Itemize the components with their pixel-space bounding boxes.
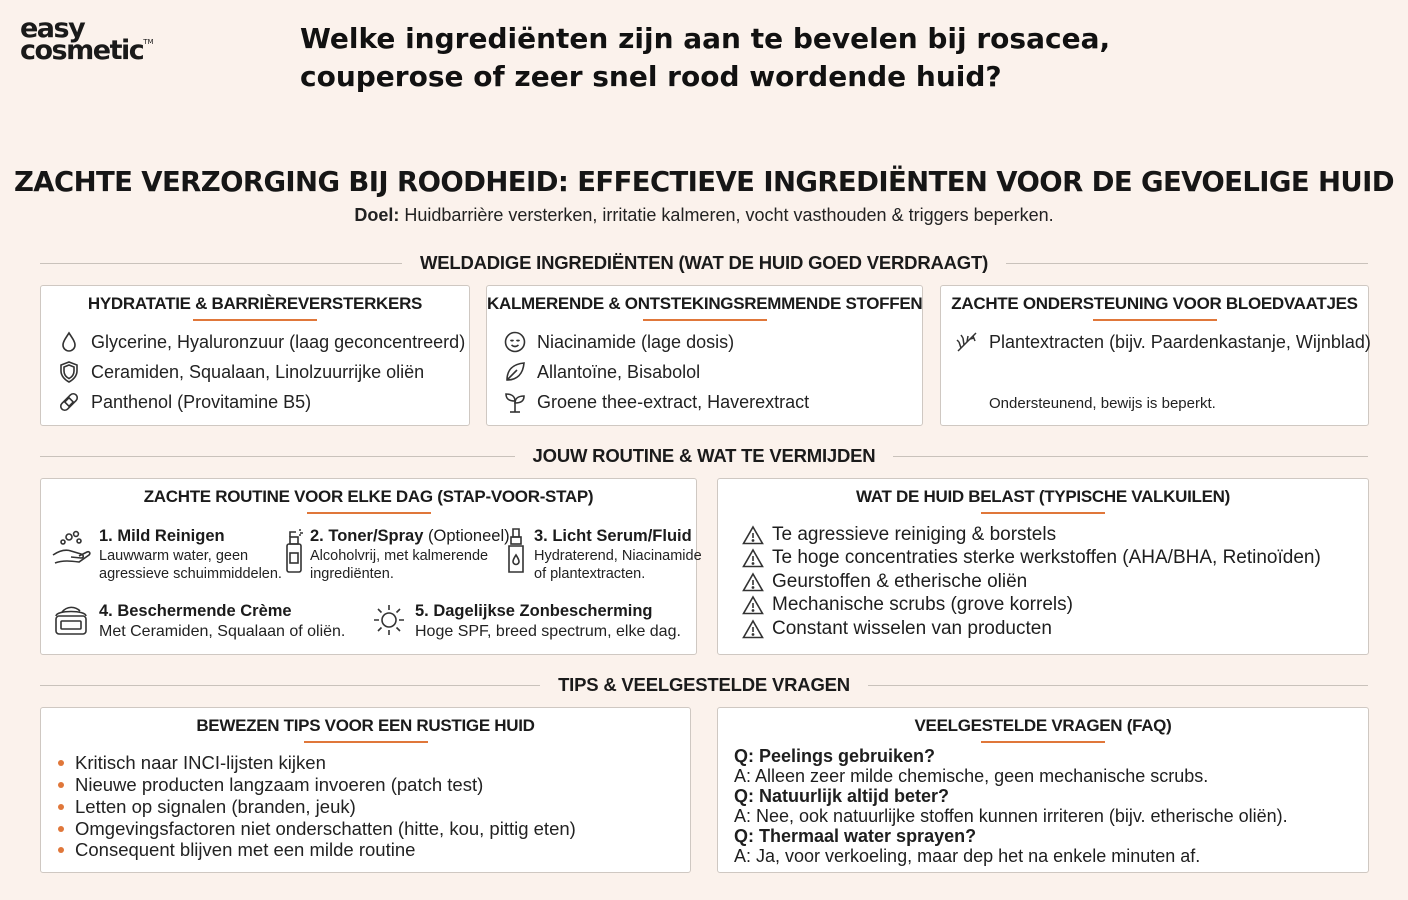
title-underline [1093,319,1217,321]
list-item [503,330,734,354]
list-item [955,330,1371,354]
card-title: ZACHTE ONDERSTEUNING VOOR BLOEDVAATJES [951,294,1358,313]
tip-text: Kritisch naar INCI-lijsten kijken [75,752,326,773]
title-underline [193,319,317,321]
card-hydration [40,285,470,426]
step-desc-line-2: agressieve schuimmiddelen. [99,566,282,582]
logo-trademark: TM [143,38,154,47]
pitfall-item [742,618,1052,640]
section-tips-faq [40,673,1368,697]
step-title: 3. Licht Serum/Fluid [534,527,692,545]
dropper-bottle-icon [505,527,527,575]
item-text: Niacinamide (lage dosis) [537,331,735,352]
tip-text: Omgevingsfactoren niet onderschatten (hitte, kou, pittig eten) [75,818,576,839]
pitfall-text: Geurstoffen & etherische oliën [772,571,1028,592]
bullet-dot [58,826,64,832]
step-title: 5. Dagelijkse Zonbescherming [415,602,653,620]
pitfall-item [742,571,1027,593]
title-underline [981,741,1105,743]
logo-line-easy: easy [20,13,85,44]
bullet-dot [58,847,64,853]
tip-item [58,839,415,861]
title-underline [304,741,428,743]
bandage-icon [57,390,81,414]
goal-text: Huidbarrière versterken, irritatie kalmeren, vocht vasthouden & triggers beperken. [404,205,1054,225]
card-title: WAT DE HUID BELAST (TYPISCHE VALKUILEN) [856,487,1230,506]
list-item [57,390,311,414]
step-desc-line-1: Hydraterend, Niacinamide [534,548,702,564]
pitfall-item [742,524,1056,546]
step-title: 4. Beschermende Crème [99,602,292,620]
shield-icon [57,360,81,384]
goal-line [0,205,1408,226]
pitfall-text: Te agressieve reiniging & borstels [772,524,1057,545]
step-desc-line-1: Met Ceramiden, Squalaan of oliën. [99,623,346,640]
tip-text: Letten op signalen (branden, jeuk) [75,796,356,817]
faq-question: Q: Thermaal water sprayen? [734,826,977,846]
brand-logo [20,13,154,67]
step-desc-line-1: Lauwwarm water, geen [99,548,249,564]
title-underline [981,512,1105,514]
goal-label: Doel: [354,205,400,225]
pitfall-text: Mechanische scrubs (grove korrels) [772,594,1073,615]
leaf-icon [503,360,527,384]
tip-item [58,752,326,774]
section-title: TIPS & VEELGESTELDE VRAGEN [558,674,850,695]
item-text: Allantoïne, Bisabolol [537,361,701,382]
step-title: 1. Mild Reinigen [99,527,225,545]
item-text: Panthenol (Provitamine B5) [91,391,312,412]
warning-icon [742,548,764,568]
title-underline [643,319,767,321]
item-text: Glycerine, Hyaluronzuur (laag geconcentreerd) [91,331,466,352]
question-line-1: Welke ingrediënten zijn aan te bevelen bij rosacea, [300,22,1111,55]
card-title: ZACHTE ROUTINE VOOR ELKE DAG (STAP-VOOR-STAP) [143,487,594,506]
step-desc-line-2: ingrediënten. [310,566,394,582]
faq-question: Q: Natuurlijk altijd beter? [734,786,950,806]
warning-icon [742,572,764,592]
vessel-icon [955,330,979,354]
section-beneficial-ingredients [40,251,1368,275]
tip-item [58,796,356,818]
tip-text: Consequent blijven met een milde routine [75,839,416,860]
card-note: Ondersteunend, bewijs is beperkt. [989,395,1216,412]
tip-item [58,774,483,796]
step-desc-line-1: Hoge SPF, breed spectrum, elke dag. [415,623,681,640]
item-text: Ceramiden, Squalaan, Linolzuurrijke oliën [91,361,425,382]
sun-icon [371,602,407,638]
card-title: BEWEZEN TIPS VOOR EEN RUSTIGE HUID [196,716,535,735]
item-text: Plantextracten (bijv. Paardenkastanje, Wijnblad) [989,331,1371,352]
logo-line-cosmetic: cosmetic [20,35,144,67]
pitfall-item [742,547,1321,569]
step-optional: (Optioneel) [428,527,510,545]
faq-answer: A: Ja, voor verkoeling, maar dep het na enkele minuten af. [734,846,1201,866]
section-title: WELDADIGE INGREDIËNTEN (WAT DE HUID GOED VERDRAAGT) [419,252,989,273]
card-vessels [940,285,1369,426]
drop-icon [57,330,81,354]
washing-hands-icon [51,527,93,567]
pitfall-text: Te hoge concentraties sterke werkstoffen (AHA/BHA, Retinoïden) [772,547,1321,568]
list-item [57,330,465,354]
question-line-2: couperose of zeer snel rood wordende huid? [300,60,1002,93]
section-routine-avoid [40,444,1368,468]
bullet-dot [58,760,64,766]
faq-answer: A: Alleen zeer milde chemische, geen mechanische scrubs. [734,766,1209,786]
card-routine [40,478,702,655]
faq-question: Q: Peelings gebruiken? [734,746,936,766]
calm-face-icon [503,330,527,354]
bullet-dot [58,782,64,788]
card-title: KALMERENDE & ONTSTEKINGSREMMENDE STOFFEN [487,294,923,313]
item-text: Groene thee-extract, Haverextract [537,391,810,412]
list-item [57,360,424,384]
sprout-icon [503,390,527,414]
card-title: VEELGESTELDE VRAGEN (FAQ) [914,716,1172,735]
warning-icon [742,595,764,615]
tip-text: Nieuwe producten langzaam invoeren (patch test) [75,774,484,795]
step-desc-line-2: of plantextracten. [534,566,646,582]
faq-answer: A: Nee, ook natuurlijke stoffen kunnen irriteren (bijv. etherische oliën). [734,806,1288,826]
step-desc-line-1: Alcoholvrij, met kalmerende [310,548,489,564]
step-title: 2. Toner/Spray [310,527,424,545]
main-title: ZACHTE VERZORGING BIJ ROODHEID: EFFECTIEVE INGREDIËNTEN VOOR DE GEVOELIGE HUID [13,166,1395,198]
title-underline [307,512,431,514]
question-heading [300,20,1200,96]
card-calming [486,285,923,426]
tip-item [58,818,576,840]
cream-jar-icon [53,602,89,636]
section-title: JOUW ROUTINE & WAT TE VERMIJDEN [532,445,876,466]
pitfall-item [742,594,1073,616]
warning-icon [742,525,764,545]
list-item [503,390,809,414]
warning-icon [742,619,764,639]
spray-bottle-icon [283,527,305,575]
pitfall-text: Constant wisselen van producten [772,618,1052,639]
card-title: HYDRATATIE & BARRIÈREVERSTERKERS [87,294,423,313]
list-item [503,360,700,384]
bullet-dot [58,804,64,810]
